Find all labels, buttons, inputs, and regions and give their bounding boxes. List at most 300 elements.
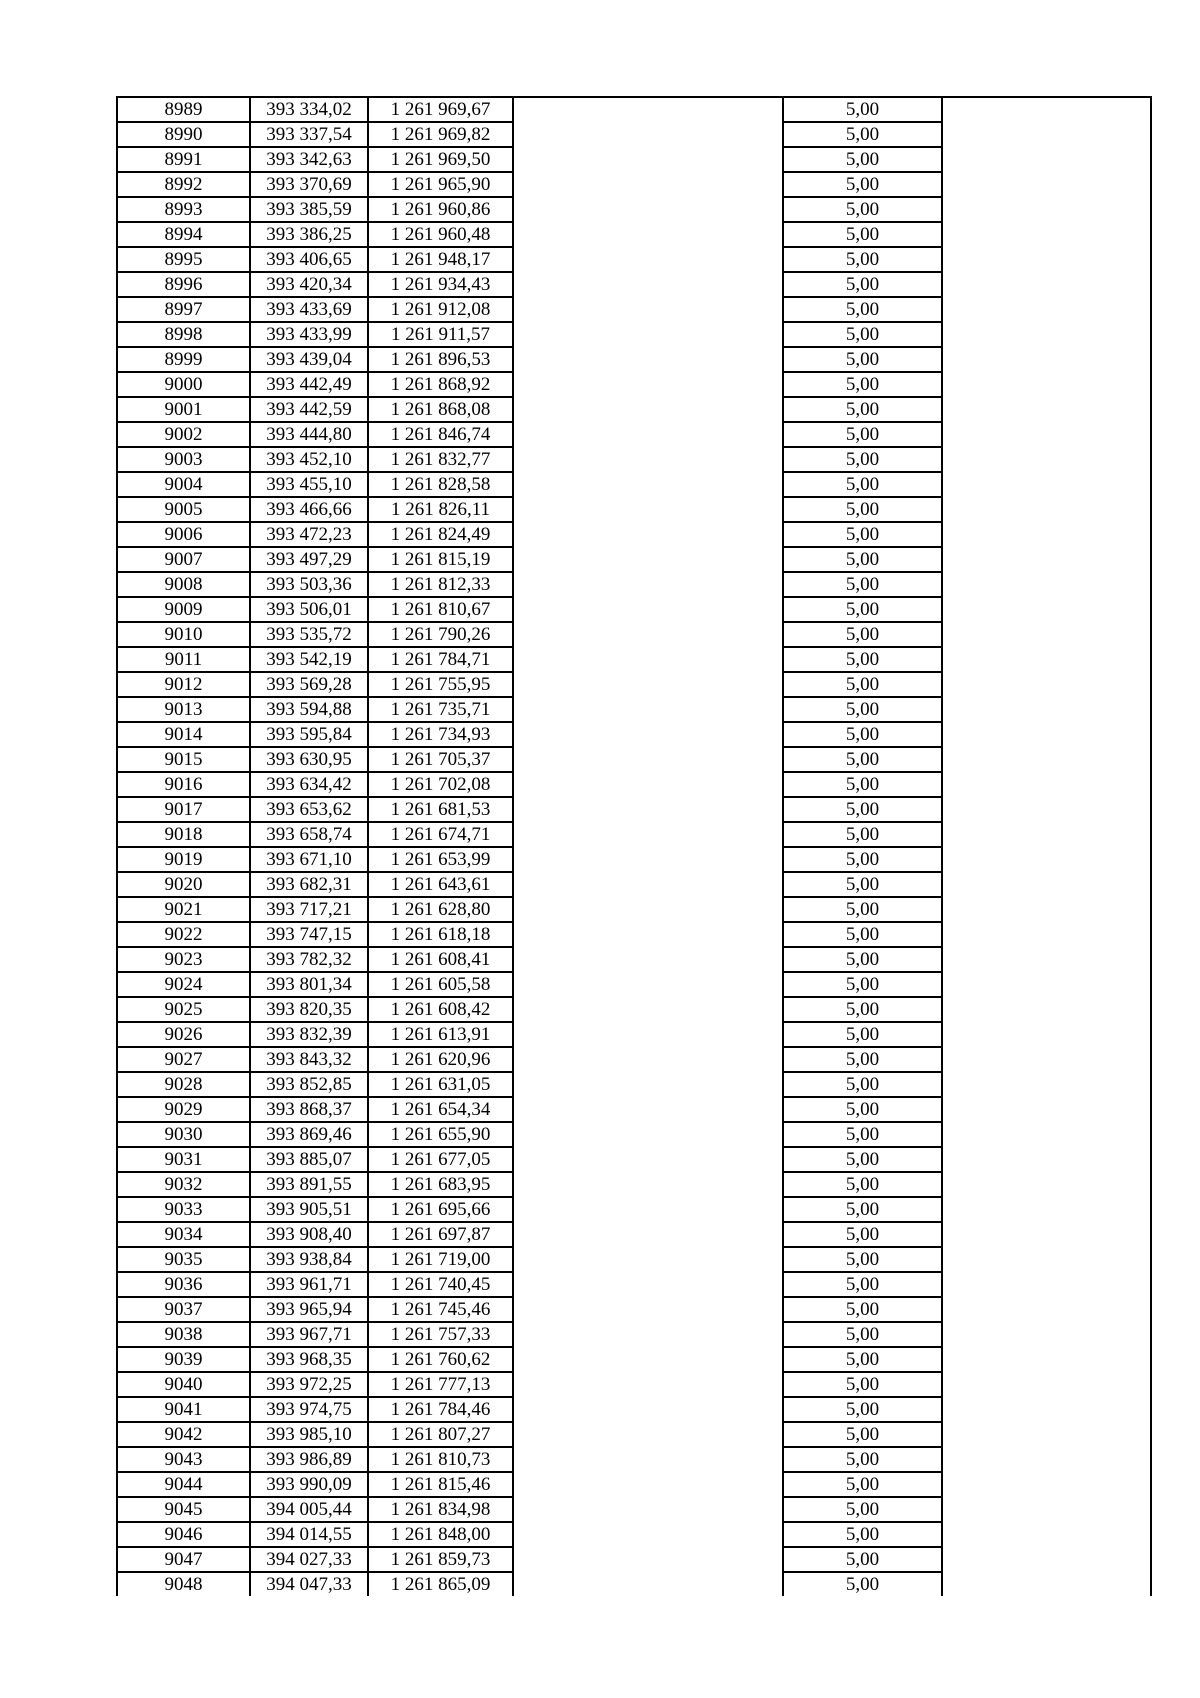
empty-cell <box>513 772 783 797</box>
coordinate-x-cell: 393 747,15 <box>250 922 368 947</box>
value-cell: 5,00 <box>783 1297 942 1322</box>
empty-cell <box>513 722 783 747</box>
coordinate-y-cell: 1 261 960,86 <box>368 197 513 222</box>
coordinate-y-cell: 1 261 824,49 <box>368 522 513 547</box>
value-cell: 5,00 <box>783 647 942 672</box>
table-row <box>117 1097 1151 1122</box>
table-row <box>117 772 1151 797</box>
table-row <box>117 1347 1151 1372</box>
empty-last-cell <box>942 1472 1151 1497</box>
coordinate-x-cell: 393 385,59 <box>250 197 368 222</box>
value-cell: 5,00 <box>783 322 942 347</box>
empty-cell <box>513 1347 783 1372</box>
table-row <box>117 872 1151 897</box>
table-row <box>117 472 1151 497</box>
coordinate-y-cell: 1 261 934,43 <box>368 272 513 297</box>
point-number-cell: 9007 <box>117 547 250 572</box>
coordinate-x-cell: 393 503,36 <box>250 572 368 597</box>
point-number-cell: 9035 <box>117 1247 250 1272</box>
value-cell: 5,00 <box>783 397 942 422</box>
point-number-cell: 9006 <box>117 522 250 547</box>
empty-cell <box>513 247 783 272</box>
coordinate-x-cell: 393 843,32 <box>250 1047 368 1072</box>
table-row <box>117 1022 1151 1047</box>
value-cell: 5,00 <box>783 1047 942 1072</box>
value-cell: 5,00 <box>783 897 942 922</box>
value-cell: 5,00 <box>783 1222 942 1247</box>
empty-last-cell <box>942 1097 1151 1122</box>
coordinate-y-cell: 1 261 719,00 <box>368 1247 513 1272</box>
empty-last-cell <box>942 322 1151 347</box>
empty-cell <box>513 1222 783 1247</box>
value-cell: 5,00 <box>783 1122 942 1147</box>
point-number-cell: 9012 <box>117 672 250 697</box>
coordinate-y-cell: 1 261 807,27 <box>368 1422 513 1447</box>
point-number-cell: 9002 <box>117 422 250 447</box>
value-cell: 5,00 <box>783 747 942 772</box>
empty-cell <box>513 947 783 972</box>
value-cell: 5,00 <box>783 947 942 972</box>
coordinate-x-cell: 393 334,02 <box>250 97 368 122</box>
coordinate-x-cell: 393 442,59 <box>250 397 368 422</box>
coordinate-y-cell: 1 261 620,96 <box>368 1047 513 1072</box>
point-number-cell: 9030 <box>117 1122 250 1147</box>
point-number-cell: 8989 <box>117 97 250 122</box>
empty-cell <box>513 122 783 147</box>
empty-last-cell <box>942 922 1151 947</box>
coordinate-y-cell: 1 261 969,67 <box>368 97 513 122</box>
empty-last-cell <box>942 672 1151 697</box>
value-cell: 5,00 <box>783 247 942 272</box>
coordinate-y-cell: 1 261 815,19 <box>368 547 513 572</box>
coordinate-y-cell: 1 261 832,77 <box>368 447 513 472</box>
empty-last-cell <box>942 447 1151 472</box>
coordinate-x-cell: 393 671,10 <box>250 847 368 872</box>
point-number-cell: 9036 <box>117 1272 250 1297</box>
empty-cell <box>513 197 783 222</box>
empty-last-cell <box>942 947 1151 972</box>
point-number-cell: 9020 <box>117 872 250 897</box>
empty-last-cell <box>942 272 1151 297</box>
value-cell: 5,00 <box>783 272 942 297</box>
value-cell: 5,00 <box>783 1347 942 1372</box>
coordinate-x-cell: 393 658,74 <box>250 822 368 847</box>
point-number-cell: 9001 <box>117 397 250 422</box>
point-number-cell: 9045 <box>117 1497 250 1522</box>
point-number-cell: 9025 <box>117 997 250 1022</box>
empty-cell <box>513 297 783 322</box>
coordinate-x-cell: 393 634,42 <box>250 772 368 797</box>
empty-cell <box>513 372 783 397</box>
coordinate-x-cell: 393 653,62 <box>250 797 368 822</box>
point-number-cell: 9039 <box>117 1347 250 1372</box>
empty-last-cell <box>942 1047 1151 1072</box>
point-number-cell: 8994 <box>117 222 250 247</box>
coordinate-y-cell: 1 261 896,53 <box>368 347 513 372</box>
table-row <box>117 597 1151 622</box>
empty-last-cell <box>942 697 1151 722</box>
empty-cell <box>513 797 783 822</box>
table-row <box>117 897 1151 922</box>
empty-cell <box>513 1172 783 1197</box>
table-row <box>117 1147 1151 1172</box>
point-number-cell: 9031 <box>117 1147 250 1172</box>
point-number-cell: 8996 <box>117 272 250 297</box>
table-row <box>117 1322 1151 1347</box>
empty-last-cell <box>942 247 1151 272</box>
table-row <box>117 672 1151 697</box>
empty-last-cell <box>942 747 1151 772</box>
value-cell: 5,00 <box>783 1322 942 1347</box>
empty-last-cell <box>942 1247 1151 1272</box>
value-cell: 5,00 <box>783 1472 942 1497</box>
table-row <box>117 172 1151 197</box>
coordinate-x-cell: 393 852,85 <box>250 1072 368 1097</box>
coordinate-x-cell: 393 869,46 <box>250 1122 368 1147</box>
empty-last-cell <box>942 847 1151 872</box>
table-row <box>117 197 1151 222</box>
empty-last-cell <box>942 1022 1151 1047</box>
value-cell: 5,00 <box>783 1247 942 1272</box>
empty-cell <box>513 1147 783 1172</box>
coordinate-y-cell: 1 261 740,45 <box>368 1272 513 1297</box>
coordinate-x-cell: 393 801,34 <box>250 972 368 997</box>
coordinate-x-cell: 393 569,28 <box>250 672 368 697</box>
table-row <box>117 647 1151 672</box>
point-number-cell: 9021 <box>117 897 250 922</box>
value-cell: 5,00 <box>783 197 942 222</box>
table-row <box>117 272 1151 297</box>
coordinate-y-cell: 1 261 734,93 <box>368 722 513 747</box>
coordinate-x-cell: 393 420,34 <box>250 272 368 297</box>
coordinate-x-cell: 393 938,84 <box>250 1247 368 1272</box>
point-number-cell: 9023 <box>117 947 250 972</box>
coordinate-x-cell: 393 452,10 <box>250 447 368 472</box>
point-number-cell: 8997 <box>117 297 250 322</box>
coordinate-x-cell: 393 868,37 <box>250 1097 368 1122</box>
point-number-cell: 9026 <box>117 1022 250 1047</box>
coordinate-x-cell: 393 630,95 <box>250 747 368 772</box>
empty-cell <box>513 1472 783 1497</box>
coordinate-x-cell: 393 782,32 <box>250 947 368 972</box>
coordinate-x-cell: 393 905,51 <box>250 1197 368 1222</box>
value-cell: 5,00 <box>783 797 942 822</box>
point-number-cell: 9032 <box>117 1172 250 1197</box>
table-row <box>117 1122 1151 1147</box>
value-cell: 5,00 <box>783 1372 942 1397</box>
coordinate-x-cell: 393 444,80 <box>250 422 368 447</box>
empty-last-cell <box>942 1122 1151 1147</box>
point-number-cell: 9014 <box>117 722 250 747</box>
value-cell: 5,00 <box>783 1272 942 1297</box>
coordinate-x-cell: 393 370,69 <box>250 172 368 197</box>
empty-cell <box>513 1497 783 1522</box>
table-row <box>117 722 1151 747</box>
value-cell: 5,00 <box>783 1097 942 1122</box>
value-cell: 5,00 <box>783 497 942 522</box>
coordinate-x-cell: 393 986,89 <box>250 1447 368 1472</box>
point-number-cell: 8993 <box>117 197 250 222</box>
table-row <box>117 1222 1151 1247</box>
coordinate-x-cell: 393 832,39 <box>250 1022 368 1047</box>
coordinate-y-cell: 1 261 618,18 <box>368 922 513 947</box>
coordinate-x-cell: 394 047,33 <box>250 1572 368 1596</box>
empty-cell <box>513 422 783 447</box>
empty-cell <box>513 322 783 347</box>
point-number-cell: 9004 <box>117 472 250 497</box>
empty-last-cell <box>942 1322 1151 1347</box>
value-cell: 5,00 <box>783 972 942 997</box>
value-cell: 5,00 <box>783 347 942 372</box>
empty-last-cell <box>942 472 1151 497</box>
empty-cell <box>513 1422 783 1447</box>
coordinate-y-cell: 1 261 969,82 <box>368 122 513 147</box>
empty-last-cell <box>942 972 1151 997</box>
coordinate-y-cell: 1 261 912,08 <box>368 297 513 322</box>
coordinates-table-body <box>117 97 1151 1596</box>
empty-cell <box>513 672 783 697</box>
coordinate-y-cell: 1 261 784,71 <box>368 647 513 672</box>
empty-last-cell <box>942 522 1151 547</box>
empty-cell <box>513 397 783 422</box>
table-row <box>117 372 1151 397</box>
value-cell: 5,00 <box>783 1197 942 1222</box>
value-cell: 5,00 <box>783 872 942 897</box>
coordinate-y-cell: 1 261 848,00 <box>368 1522 513 1547</box>
empty-last-cell <box>942 1197 1151 1222</box>
table-row <box>117 572 1151 597</box>
coordinate-y-cell: 1 261 655,90 <box>368 1122 513 1147</box>
empty-last-cell <box>942 97 1151 122</box>
coordinate-y-cell: 1 261 868,92 <box>368 372 513 397</box>
coordinate-x-cell: 393 820,35 <box>250 997 368 1022</box>
coordinate-y-cell: 1 261 695,66 <box>368 1197 513 1222</box>
value-cell: 5,00 <box>783 1022 942 1047</box>
table-row <box>117 797 1151 822</box>
value-cell: 5,00 <box>783 722 942 747</box>
empty-last-cell <box>942 1547 1151 1572</box>
coordinate-x-cell: 393 595,84 <box>250 722 368 747</box>
table-row <box>117 1497 1151 1522</box>
table-row <box>117 497 1151 522</box>
coordinate-y-cell: 1 261 812,33 <box>368 572 513 597</box>
value-cell: 5,00 <box>783 547 942 572</box>
point-number-cell: 9009 <box>117 597 250 622</box>
coordinate-y-cell: 1 261 745,46 <box>368 1297 513 1322</box>
coordinate-y-cell: 1 261 677,05 <box>368 1147 513 1172</box>
table-row <box>117 422 1151 447</box>
point-number-cell: 9016 <box>117 772 250 797</box>
point-number-cell: 9047 <box>117 1547 250 1572</box>
empty-last-cell <box>942 1172 1151 1197</box>
coordinate-x-cell: 393 497,29 <box>250 547 368 572</box>
coordinate-y-cell: 1 261 654,34 <box>368 1097 513 1122</box>
coordinate-x-cell: 393 386,25 <box>250 222 368 247</box>
table-row <box>117 247 1151 272</box>
table-row <box>117 1172 1151 1197</box>
empty-cell <box>513 847 783 872</box>
empty-cell <box>513 697 783 722</box>
empty-last-cell <box>942 197 1151 222</box>
empty-last-cell <box>942 647 1151 672</box>
coordinate-y-cell: 1 261 815,46 <box>368 1472 513 1497</box>
point-number-cell: 9027 <box>117 1047 250 1072</box>
value-cell: 5,00 <box>783 1522 942 1547</box>
empty-last-cell <box>942 297 1151 322</box>
table-row <box>117 922 1151 947</box>
point-number-cell: 9018 <box>117 822 250 847</box>
empty-cell <box>513 172 783 197</box>
empty-last-cell <box>942 797 1151 822</box>
table-row <box>117 97 1151 122</box>
table-row <box>117 847 1151 872</box>
point-number-cell: 9033 <box>117 1197 250 1222</box>
table-row <box>117 447 1151 472</box>
coordinate-y-cell: 1 261 735,71 <box>368 697 513 722</box>
point-number-cell: 9042 <box>117 1422 250 1447</box>
empty-cell <box>513 1122 783 1147</box>
empty-cell <box>513 997 783 1022</box>
coordinate-x-cell: 393 961,71 <box>250 1272 368 1297</box>
point-number-cell: 9040 <box>117 1372 250 1397</box>
point-number-cell: 9017 <box>117 797 250 822</box>
coordinate-x-cell: 393 717,21 <box>250 897 368 922</box>
table-row <box>117 1297 1151 1322</box>
empty-last-cell <box>942 1072 1151 1097</box>
coordinate-y-cell: 1 261 960,48 <box>368 222 513 247</box>
empty-last-cell <box>942 622 1151 647</box>
point-number-cell: 8995 <box>117 247 250 272</box>
value-cell: 5,00 <box>783 1447 942 1472</box>
value-cell: 5,00 <box>783 1572 942 1596</box>
coordinate-y-cell: 1 261 755,95 <box>368 672 513 697</box>
coordinate-y-cell: 1 261 810,73 <box>368 1447 513 1472</box>
table-row <box>117 1047 1151 1072</box>
empty-last-cell <box>942 1297 1151 1322</box>
coordinate-y-cell: 1 261 643,61 <box>368 872 513 897</box>
point-number-cell: 9046 <box>117 1522 250 1547</box>
empty-last-cell <box>942 547 1151 572</box>
coordinate-y-cell: 1 261 757,33 <box>368 1322 513 1347</box>
empty-cell <box>513 1047 783 1072</box>
point-number-cell: 8998 <box>117 322 250 347</box>
empty-cell <box>513 97 783 122</box>
table-row <box>117 1247 1151 1272</box>
value-cell: 5,00 <box>783 297 942 322</box>
empty-cell <box>513 572 783 597</box>
empty-cell <box>513 1072 783 1097</box>
table-row <box>117 1547 1151 1572</box>
empty-last-cell <box>942 722 1151 747</box>
coordinate-y-cell: 1 261 828,58 <box>368 472 513 497</box>
empty-cell <box>513 547 783 572</box>
empty-cell <box>513 1397 783 1422</box>
empty-last-cell <box>942 572 1151 597</box>
coordinate-x-cell: 393 506,01 <box>250 597 368 622</box>
point-number-cell: 8999 <box>117 347 250 372</box>
empty-last-cell <box>942 772 1151 797</box>
point-number-cell: 9044 <box>117 1472 250 1497</box>
table-row <box>117 1447 1151 1472</box>
coordinate-y-cell: 1 261 631,05 <box>368 1072 513 1097</box>
table-row <box>117 1572 1151 1596</box>
coordinate-x-cell: 393 466,66 <box>250 497 368 522</box>
empty-last-cell <box>942 222 1151 247</box>
empty-last-cell <box>942 1422 1151 1447</box>
empty-cell <box>513 1197 783 1222</box>
coordinate-y-cell: 1 261 608,41 <box>368 947 513 972</box>
value-cell: 5,00 <box>783 1547 942 1572</box>
table-row <box>117 822 1151 847</box>
coordinate-x-cell: 393 967,71 <box>250 1322 368 1347</box>
empty-last-cell <box>942 1372 1151 1397</box>
empty-cell <box>513 1297 783 1322</box>
empty-last-cell <box>942 1147 1151 1172</box>
coordinate-y-cell: 1 261 790,26 <box>368 622 513 647</box>
empty-cell <box>513 522 783 547</box>
point-number-cell: 9029 <box>117 1097 250 1122</box>
coordinate-x-cell: 393 455,10 <box>250 472 368 497</box>
point-number-cell: 8990 <box>117 122 250 147</box>
empty-cell <box>513 272 783 297</box>
coordinate-x-cell: 393 542,19 <box>250 647 368 672</box>
point-number-cell: 9019 <box>117 847 250 872</box>
table-row <box>117 972 1151 997</box>
table-row <box>117 1372 1151 1397</box>
coordinate-x-cell: 393 968,35 <box>250 1347 368 1372</box>
empty-last-cell <box>942 1347 1151 1372</box>
empty-cell <box>513 1372 783 1397</box>
empty-last-cell <box>942 1572 1151 1596</box>
table-row <box>117 1422 1151 1447</box>
coordinate-x-cell: 393 472,23 <box>250 522 368 547</box>
coordinate-x-cell: 393 985,10 <box>250 1422 368 1447</box>
coordinate-x-cell: 393 433,69 <box>250 297 368 322</box>
coordinate-y-cell: 1 261 628,80 <box>368 897 513 922</box>
empty-last-cell <box>942 872 1151 897</box>
point-number-cell: 9003 <box>117 447 250 472</box>
empty-last-cell <box>942 822 1151 847</box>
value-cell: 5,00 <box>783 1497 942 1522</box>
coordinate-y-cell: 1 261 702,08 <box>368 772 513 797</box>
empty-cell <box>513 1022 783 1047</box>
value-cell: 5,00 <box>783 97 942 122</box>
point-number-cell: 9037 <box>117 1297 250 1322</box>
point-number-cell: 9034 <box>117 1222 250 1247</box>
table-row <box>117 222 1151 247</box>
coordinates-table <box>116 96 1152 1596</box>
table-row <box>117 997 1151 1022</box>
coordinate-y-cell: 1 261 826,11 <box>368 497 513 522</box>
empty-last-cell <box>942 1447 1151 1472</box>
point-number-cell: 8992 <box>117 172 250 197</box>
coordinate-y-cell: 1 261 697,87 <box>368 1222 513 1247</box>
empty-last-cell <box>942 1222 1151 1247</box>
point-number-cell: 9024 <box>117 972 250 997</box>
coordinate-y-cell: 1 261 784,46 <box>368 1397 513 1422</box>
value-cell: 5,00 <box>783 147 942 172</box>
point-number-cell: 9005 <box>117 497 250 522</box>
table-row <box>117 322 1151 347</box>
value-cell: 5,00 <box>783 572 942 597</box>
empty-cell <box>513 1572 783 1596</box>
value-cell: 5,00 <box>783 222 942 247</box>
empty-last-cell <box>942 1397 1151 1422</box>
value-cell: 5,00 <box>783 847 942 872</box>
table-row <box>117 747 1151 772</box>
point-number-cell: 9008 <box>117 572 250 597</box>
empty-cell <box>513 1272 783 1297</box>
